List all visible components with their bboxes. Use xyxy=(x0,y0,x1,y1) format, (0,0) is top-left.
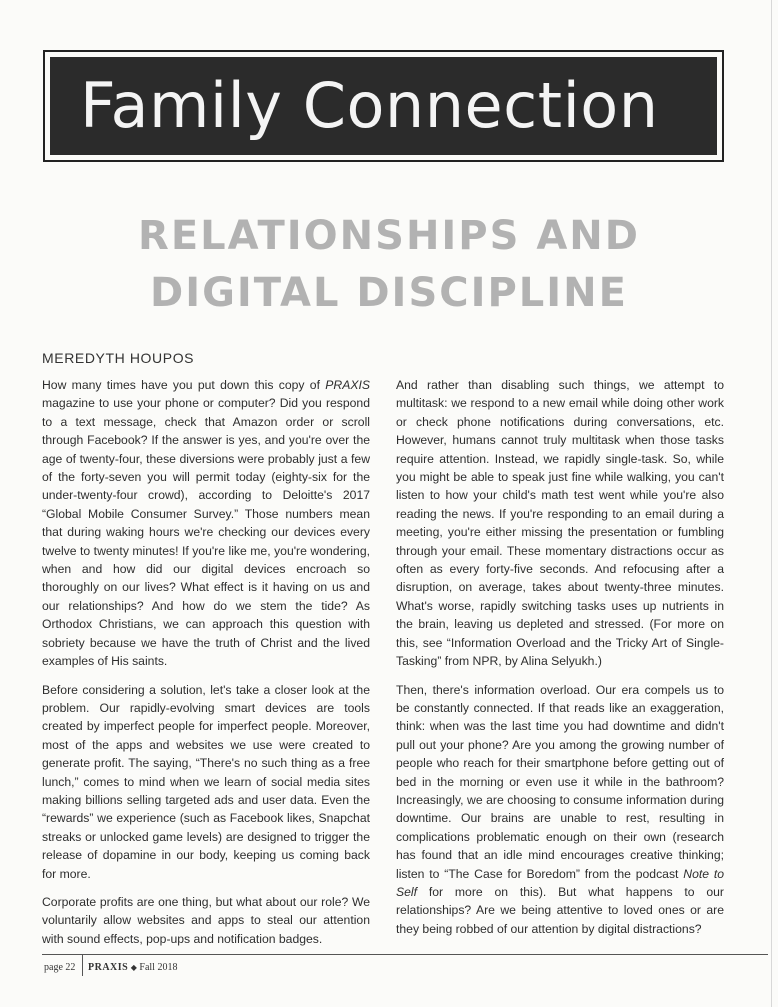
page-edge-line xyxy=(771,0,772,1007)
diamond-separator-icon: ◆ xyxy=(130,963,137,972)
article-column-right xyxy=(396,376,724,948)
section-banner-frame xyxy=(43,50,724,162)
paragraph-5: Then, there's information overload. Our era compels us to be constantly connected. If that reads like an exaggeration, think: when was the last time you had downtime and didn't pull out your phone? Are you among the growing number of people who reach for their smartphone before getting out of bed in the morning or even use it while in the bathroom? Increasingly, we are choosing to consume information during downtime. Our brains are unable to rest, resulting in complications problematic enough on their own (research has found that an idle mind encourages creative thinking; listen to “The Case for Boredom” from the podcast Note to Self for more on this). But what happens to our relationships? Are we being attentive to loved ones or are they being robbed of our attention by digital distractions? xyxy=(396,682,724,936)
section-banner xyxy=(50,57,717,155)
article-column-left xyxy=(42,376,370,958)
paragraph-2: Before considering a solution, let's take a closer look at the problem. Our rapidly-evolving smart devices are tools created by imperfect people for imperfect people. Moreover, most of the apps and websites we use were created to generate profit. The saying, “There's no such thing as a free lunch,” comes to mind when we learn of social media sites making billions selling targeted ads and user data. Even the “rewards” we experience (such as Facebook likes, Snapchat streaks or unlocked game levels) are designed to trigger the release of dopamine in our body, keeping us coming back for more. xyxy=(42,682,370,881)
issue-date: Fall 2018 xyxy=(139,962,178,973)
headline-line-2: DIGITAL DISCIPLINE xyxy=(150,270,628,316)
magazine-name: PRAXIS xyxy=(325,378,370,392)
page-number: page 22 xyxy=(44,962,76,973)
paragraph-1: How many times have you put down this copy of PRAXIS magazine to use your phone or computer? Did you respond to a text message, check that Amazon order or scroll through Facebook? If the answer is yes, and you're over the age of twenty-four, these diversions were probably just a few of the forty-seven you will permit today (eighty-six for the under-twenty-four crowd), according to Deloitte's 2017 “Global Mobile Consumer Survey.” Those numbers mean that during waking hours we're checking our devices every twelve to twenty minutes! If you're like me, you're wondering, when and how did our digital devices encroach so thoroughly on our lives? What effect is it having on us and our relationships? And how do we stem the tide? As Orthodox Christians, we can approach this question with sobriety because we have the truth of Christ and the lived examples of His saints. xyxy=(42,378,370,669)
podcast-name: Note to Self xyxy=(396,866,724,899)
paragraph-4: And rather than disabling such things, we attempt to multitask: we respond to a new email while doing other work or check phone notifications during conversations, etc. However, humans cannot truly multitask when those tasks require attention. Instead, we rapidly single-task. So, while you might be able to speak just fine while walking, you can't listen to how your child's math test went while you're also reading the news. If you're responding to an email during a meeting, you're either missing the presentation or fumbling through your email. These momentary distractions occur as often as every forty-five seconds. And refocusing after a disruption, on average, takes about twenty-three minutes. What's worse, rapidly switching tasks uses up nutrients in the brain, leaving us depleted and stressed. (For more on this, see “Information Overload and the Tricky Art of Single-Tasking” from NPR, by Alina Selyukh.) xyxy=(396,378,724,669)
article-headline xyxy=(100,208,678,322)
footer-publication xyxy=(88,962,177,973)
publication-name: PRAXIS xyxy=(88,962,129,973)
footer-rule xyxy=(42,954,768,955)
footer-divider xyxy=(82,954,83,976)
author-byline: MEREDYTH HOUPOS xyxy=(42,350,195,366)
paragraph-3: Corporate profits are one thing, but what about our role? We voluntarily allow websites and apps to steal our attention with sound effects, pop-ups and notification badges. xyxy=(42,894,370,946)
section-title: Family Connection xyxy=(80,69,659,142)
headline-line-1: RELATIONSHIPS AND xyxy=(138,213,640,259)
